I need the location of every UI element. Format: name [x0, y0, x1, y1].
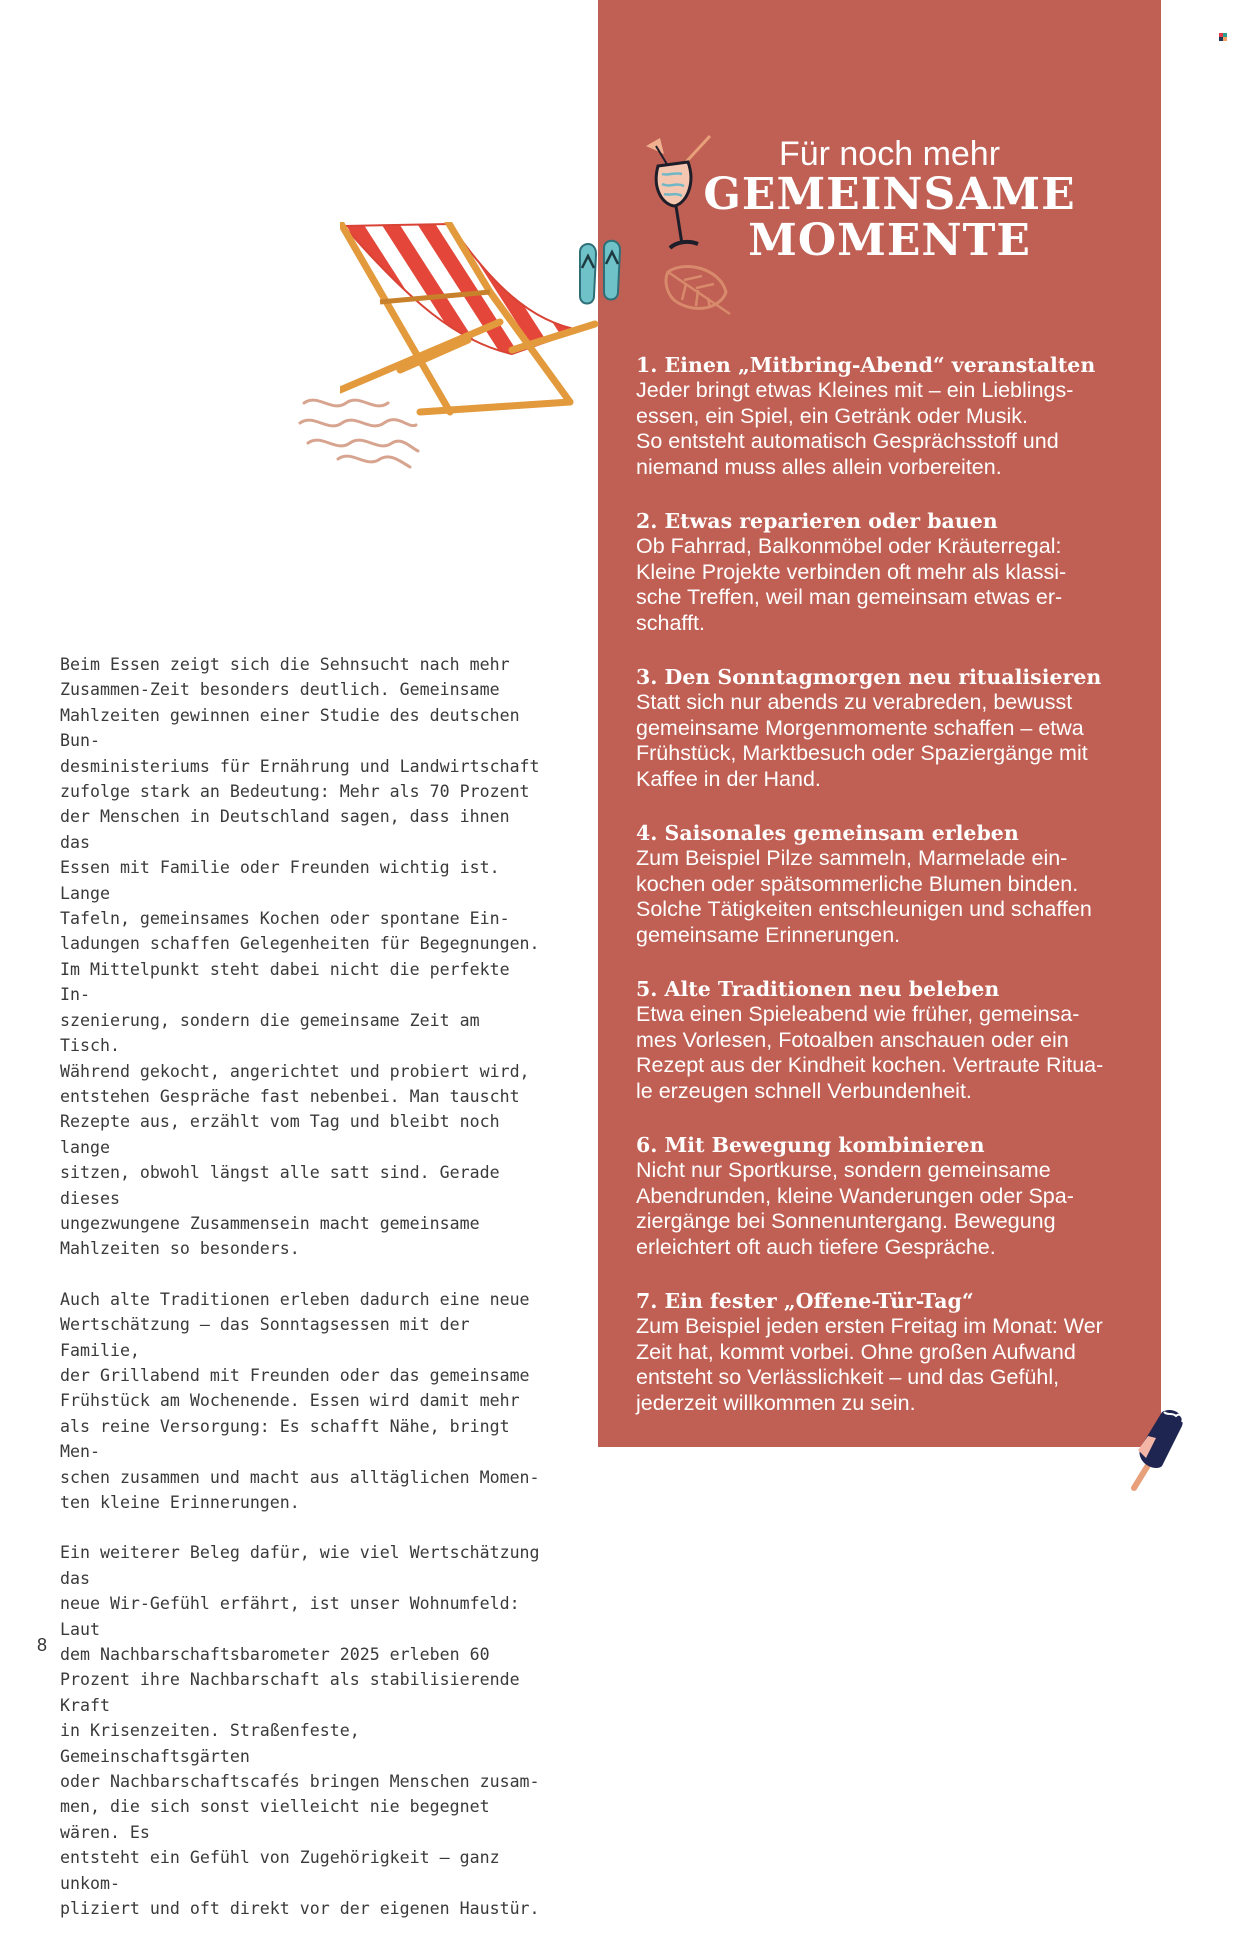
- body-line: in Krisenzeiten. Straßenfeste, Gemeinschaftsgärten: [60, 1721, 360, 1766]
- tip-line: entsteht so Verlässlichkeit – und das Gefühl,: [636, 1365, 1060, 1389]
- tip-line: Kaffee in der Hand.: [636, 766, 821, 791]
- tip-line: Nicht nur Sportkurse, sondern gemeinsame: [636, 1158, 1051, 1182]
- body-line: Zusammen-Zeit besonders deutlich. Gemeinsame: [60, 680, 500, 700]
- tip-title: 7. Ein fester „Offene-Tür-Tag“: [636, 1289, 974, 1313]
- tip-line: kochen oder spätsommerliche Blumen binden.: [636, 871, 1079, 896]
- tip-line: Solche Tätigkeiten entschleunigen und schaffen: [636, 897, 1092, 921]
- body-line: der Menschen in Deutschland sagen, dass ihnen das: [60, 807, 510, 852]
- body-line: szenierung, sondern die gemeinsame Zeit am Tisch.: [60, 1010, 480, 1056]
- tip-item: [636, 1288, 1156, 1416]
- title-line-2: MOMENTE: [748, 215, 1031, 266]
- popsicle-icon: [1122, 1408, 1188, 1494]
- body-line: pliziert und oft direkt vor der eigenen Haustür.: [60, 1899, 540, 1919]
- body-line: Beim Essen zeigt sich die Sehnsucht nach mehr: [60, 655, 510, 674]
- tip-text: [636, 1002, 1156, 1104]
- tip-item: [636, 1132, 1156, 1260]
- tip-title: 3. Den Sonntagmorgen neu ritualisieren: [636, 665, 1102, 689]
- tip-line: Jeder bringt etwas Kleines mit – ein Lieblings-: [636, 378, 1074, 402]
- tip-line: So entsteht automatisch Gesprächsstoff und: [636, 429, 1059, 453]
- tip-line: Kleine Projekte verbinden oft mehr als klassi-: [636, 559, 1067, 584]
- title-line-1: GEMEINSAME: [703, 169, 1076, 220]
- body-line: Prozent ihre Nachbarschaft als stabilisierende Kraft: [60, 1670, 520, 1715]
- tip-line: Zum Beispiel jeden ersten Freitag im Monat: Wer: [636, 1314, 1103, 1338]
- body-line: Auch alte Traditionen erleben dadurch eine neue: [60, 1289, 530, 1309]
- tip-line: gemeinsame Morgenmomente schaffen – etwa: [636, 715, 1084, 740]
- tip-line: niemand muss alles allein vorbereiten.: [636, 454, 1002, 479]
- tip-line: Frühstück, Marktbesuch oder Spaziergänge mit: [636, 741, 1088, 765]
- tip-item: [636, 820, 1156, 948]
- tip-line: essen, ein Spiel, ein Getränk oder Musik.: [636, 403, 1028, 428]
- body-line: ladungen schaffen Gelegenheiten für Begegnungen.: [60, 934, 540, 954]
- body-line: Mahlzeiten gewinnen einer Studie des deutschen Bun-: [60, 705, 520, 751]
- tip-item: [636, 976, 1156, 1104]
- body-line: dem Nachbarschaftsbarometer 2025 erleben 60: [60, 1645, 490, 1665]
- body-line: Essen mit Familie oder Freunden wichtig ist. Lange: [60, 858, 500, 903]
- body-line: Ein weiterer Beleg dafür, wie viel Wertschätzung das: [60, 1543, 540, 1588]
- article-body: [60, 652, 540, 1947]
- body-line: entsteht ein Gefühl von Zugehörigkeit – ganz unkom-: [60, 1848, 500, 1893]
- body-line: Frühstück am Wochenende. Essen wird damit mehr: [60, 1391, 520, 1411]
- tip-line: Statt sich nur abends zu verabreden, bewusst: [636, 690, 1073, 714]
- tip-line: mes Vorlesen, Fotoalben anschauen oder ein: [636, 1027, 1069, 1052]
- tip-line: jederzeit willkommen zu sein.: [636, 1390, 916, 1415]
- tip-line: Zeit hat, kommt vorbei. Ohne großen Aufwand: [636, 1339, 1076, 1364]
- tip-item: [636, 664, 1156, 792]
- tip-text: [636, 690, 1156, 792]
- body-line: als reine Versorgung: Es schafft Nähe, bringt Men-: [60, 1416, 510, 1462]
- body-line: neue Wir-Gefühl erfährt, ist unser Wohnumfeld: Laut: [60, 1594, 520, 1639]
- page-number: 8: [37, 1635, 48, 1655]
- tip-line: sche Treffen, weil man gemeinsam etwas er-: [636, 585, 1063, 609]
- tip-title: 6. Mit Bewegung kombinieren: [636, 1133, 985, 1157]
- body-line: entstehen Gespräche fast nebenbei. Man tauscht: [60, 1086, 520, 1106]
- body-line: desministeriums für Ernährung und Landwirtschaft: [60, 756, 540, 776]
- body-line: der Grillabend mit Freunden oder das gemeinsame: [60, 1365, 530, 1385]
- body-line: men, die sich sonst vielleicht nie begegnet wären. Es: [60, 1797, 490, 1842]
- tip-title: 1. Einen „Mitbring-Abend“ veranstalten: [636, 353, 1096, 377]
- body-line: Rezepte aus, erzählt vom Tag und bleibt noch lange: [60, 1112, 500, 1157]
- tip-line: schafft.: [636, 610, 705, 635]
- page-title: [598, 169, 1181, 266]
- tip-title: 2. Etwas reparieren oder bauen: [636, 509, 998, 533]
- tip-line: le erzeugen schnell Verbundenheit.: [636, 1078, 972, 1103]
- tip-text: [636, 1158, 1156, 1260]
- tip-text: [636, 534, 1156, 636]
- body-line: Wertschätzung – das Sonntagsessen mit der Familie,: [60, 1315, 470, 1360]
- tip-title: 4. Saisonales gemeinsam erleben: [636, 821, 1019, 845]
- tip-item: [636, 508, 1156, 636]
- tip-line: erleichtert oft auch tiefere Gespräche.: [636, 1234, 996, 1259]
- leaf-icon: [664, 262, 734, 318]
- body-line: Während gekocht, angerichtet und probiert wird,: [60, 1061, 530, 1081]
- body-line: ten kleine Erinnerungen.: [60, 1493, 300, 1512]
- tip-line: Rezept aus der Kindheit kochen. Vertraute Ritua-: [636, 1053, 1104, 1077]
- tip-line: Etwa einen Spieleabend wie früher, gemeinsa-: [636, 1002, 1080, 1026]
- body-line: Mahlzeiten so besonders.: [60, 1239, 300, 1259]
- tip-text: [636, 846, 1156, 948]
- tip-text: [636, 378, 1156, 480]
- header-kicker: Für noch mehr: [778, 135, 1001, 173]
- tip-item: [636, 352, 1156, 480]
- body-paragraph: [60, 652, 540, 1262]
- tip-line: ziergänge bei Sonnenuntergang. Bewegung: [636, 1209, 1056, 1233]
- body-paragraph: [60, 1287, 540, 1516]
- body-line: ungezwungene Zusammensein macht gemeinsame: [60, 1213, 480, 1233]
- color-squares-icon: [1219, 33, 1227, 41]
- tip-line: Abendrunden, kleine Wanderungen oder Spa-: [636, 1183, 1074, 1208]
- body-line: zufolge stark an Bedeutung: Mehr als 70 Prozent: [60, 782, 530, 802]
- tip-title: 5. Alte Traditionen neu beleben: [636, 977, 1000, 1001]
- tip-line: Ob Fahrrad, Balkonmöbel oder Kräuterregal:: [636, 534, 1062, 558]
- body-line: Tafeln, gemeinsames Kochen oder spontane Ein-: [60, 909, 510, 929]
- tip-line: gemeinsame Erinnerungen.: [636, 922, 901, 947]
- tip-line: Zum Beispiel Pilze sammeln, Marmelade ein-: [636, 846, 1068, 870]
- tip-text: [636, 1314, 1156, 1416]
- wave-lines-icon: [298, 395, 428, 475]
- body-paragraph: [60, 1540, 540, 1921]
- body-line: Im Mittelpunkt steht dabei nicht die perfekte In-: [60, 959, 510, 1005]
- body-line: sitzen, obwohl längst alle satt sind. Gerade dieses: [60, 1163, 500, 1208]
- tips-list: [636, 352, 1156, 1444]
- body-line: schen zusammen und macht aus alltäglichen Momen-: [60, 1467, 540, 1487]
- body-line: oder Nachbarschaftscafés bringen Menschen zusam-: [60, 1772, 540, 1792]
